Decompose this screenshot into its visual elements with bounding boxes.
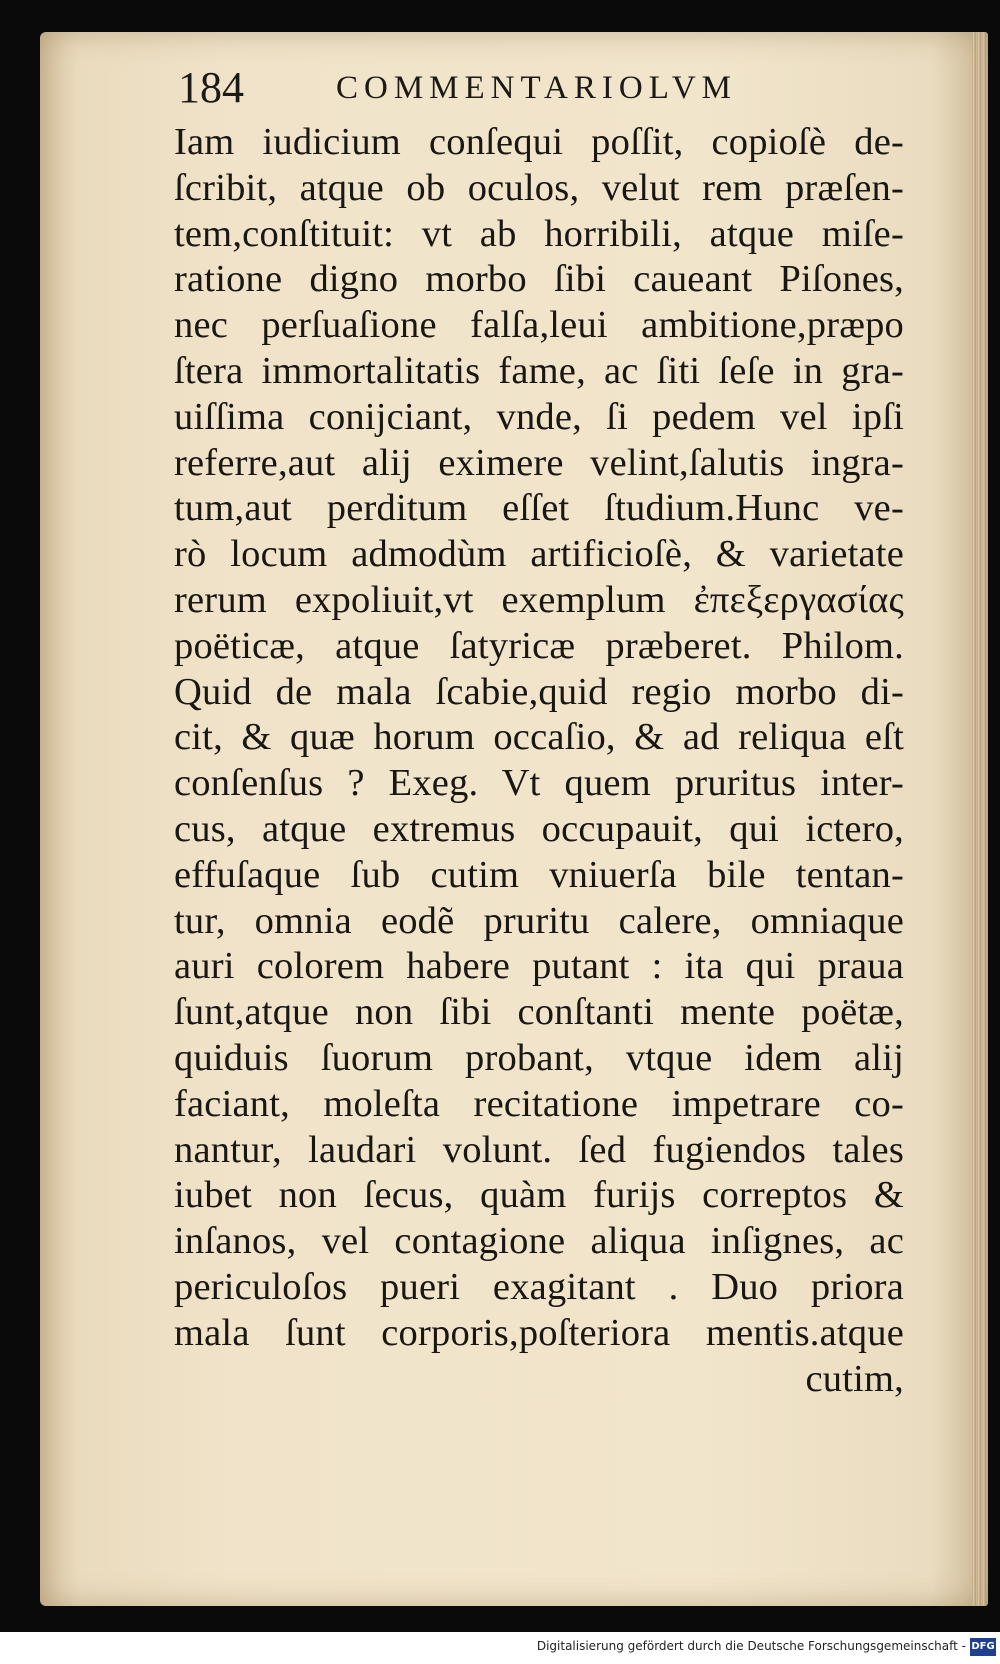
catchword: cutim, — [805, 1357, 904, 1400]
text-line: poëticæ, atque ſatyricæ præberet. Philom. — [174, 624, 904, 667]
text-line: uiſſima conijciant, vnde, ſi pedem vel ipſi — [174, 395, 904, 438]
text-line: ratione digno morbo ſibi caueant Piſones, — [174, 258, 904, 301]
text-line: Iam iudicium conſequi poſſit, copioſè de- — [174, 121, 904, 163]
page-number: 184 — [178, 63, 244, 112]
text-line: nantur, laudari volunt. ſed fugiendos tales — [174, 1128, 904, 1171]
text-line: quiduis ſuorum probant, vtque idem alij — [174, 1036, 904, 1079]
text-line: tur, omnia eodẽ pruritu calere, omniaque — [174, 899, 904, 942]
text-line: referre,aut alij eximere velint,ſalutis ingra- — [174, 441, 904, 484]
text-line: tem,conſtituit: vt ab horribili, atque miſe- — [174, 212, 904, 255]
page-header — [178, 58, 858, 118]
text-line: ſunt,atque non ſibi conſtanti mente poëtæ, — [174, 991, 904, 1034]
funding-credit: Digitalisierung gefördert durch die Deutsche Forschungsgemeinschaft - — [536, 1639, 966, 1653]
text-line: rò locum admodùm artificioſè, & varietate — [174, 533, 904, 576]
text-line: iubet non ſecus, quàm furijs correptos & — [174, 1174, 904, 1217]
text-line: tum,aut perditum eſſet ſtudium.Hunc ve- — [174, 487, 904, 530]
text-line: ſcribit, atque ob oculos, velut rem præſen- — [174, 166, 904, 209]
running-head: COMMENTARIOLVM — [336, 70, 737, 106]
page-edge — [972, 32, 986, 1606]
text-line: mala ſunt corporis,poſteriora mentis.atque — [174, 1311, 904, 1354]
text-line: periculoſos pueri exagitant . Duo priora — [174, 1265, 904, 1308]
text-line: faciant, moleſta recitatione impetrare co- — [174, 1082, 904, 1125]
dfg-logo-icon: DFG — [970, 1638, 996, 1656]
text-line: effuſaque ſub cutim vniuerſa bile tentan- — [174, 853, 904, 896]
text-line: rerum expoliuit,vt exemplum ἐπεξεργασίας — [174, 578, 904, 621]
body-text — [174, 120, 904, 1402]
text-line: conſenſus ? Exeg. Vt quem pruritus inter- — [174, 762, 904, 805]
text-line: ſtera immortalitatis fame, ac ſiti ſeſe in gra- — [174, 349, 904, 392]
text-line: Quid de mala ſcabie,quid regio morbo di- — [174, 670, 904, 713]
text-line: cit, & quæ horum occaſio, & ad reliqua eſt — [174, 716, 904, 759]
text-line: cus, atque extremus occupauit, qui ictero, — [174, 807, 904, 850]
text-line: nec perſuaſione falſa,leui ambitione,præpo — [174, 304, 904, 347]
text-line: auri colorem habere putant : ita qui praua — [174, 945, 904, 988]
text-line: inſanos, vel contagione aliqua inſignes, ac — [174, 1220, 904, 1263]
digitization-footer — [0, 1632, 1000, 1664]
